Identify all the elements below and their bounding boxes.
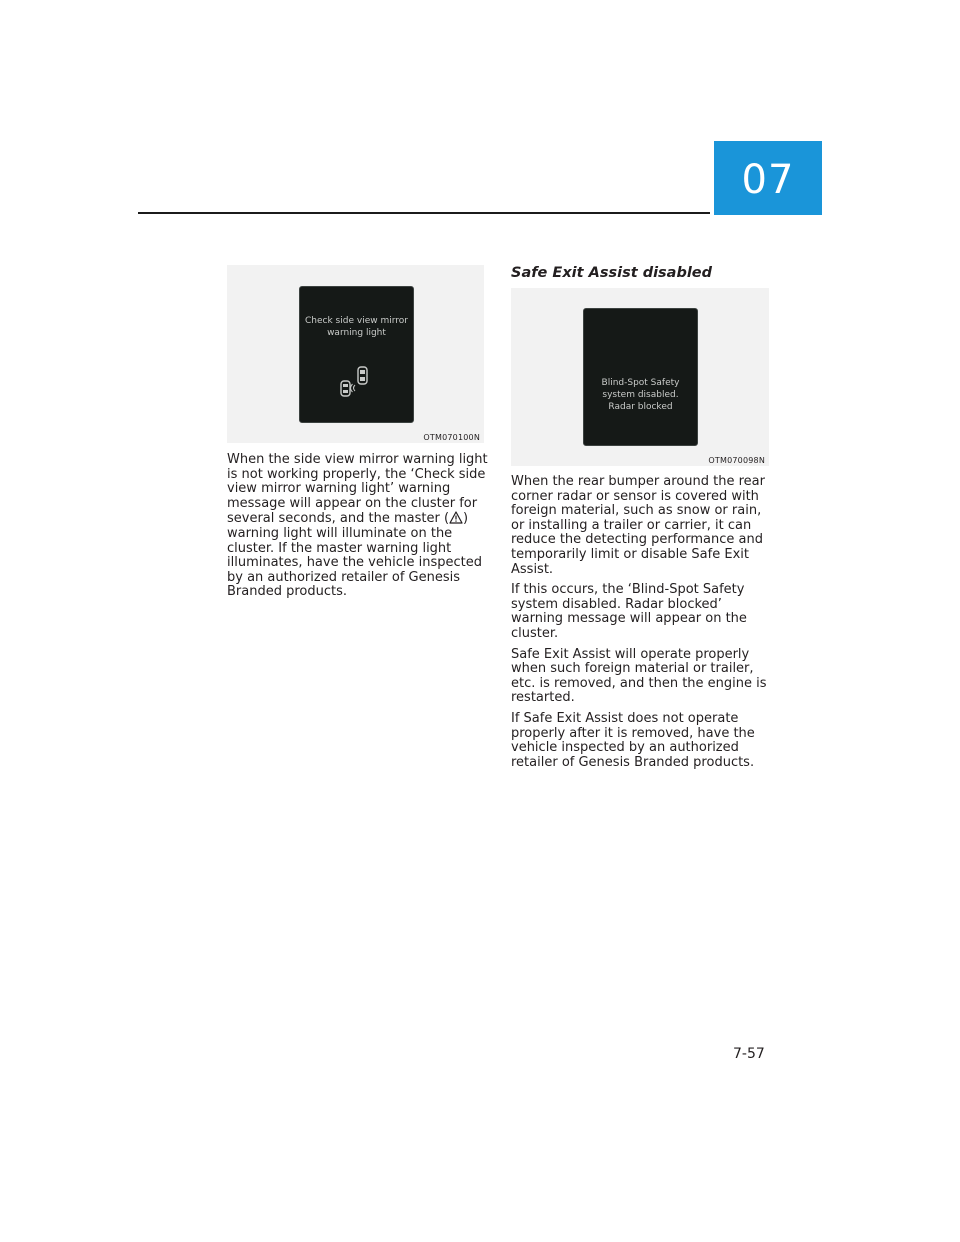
figure-side-mirror-warning <box>227 265 484 443</box>
section-heading: Safe Exit Assist disabled <box>511 265 713 281</box>
master-warning-triangle-icon <box>449 511 463 524</box>
figure-radar-blocked <box>511 288 769 466</box>
figure-code: OTM070100N <box>423 433 480 442</box>
paragraph: If this occurs, the ‘Blind-Spot Safety system disabled. Radar blocked’ warning message will appear on the cluster. <box>511 582 747 641</box>
cluster-message: Check side view mirror warning light <box>305 316 408 338</box>
paragraph-part: ) warning light will illuminate on the cluster. If the master warning light illuminates, have the vehicle inspected by an authorized retailer of Genesis Branded products. <box>227 511 482 600</box>
chapter-tab <box>714 141 822 215</box>
right-column-text <box>511 475 773 776</box>
paragraph: If Safe Exit Assist does not operate properly after it is removed, have the vehicle inspected by an authorized retailer of Genesis Branded products. <box>511 710 755 770</box>
side-mirror-warning-icon <box>338 365 378 401</box>
cluster-screen <box>583 308 698 446</box>
chapter-number: 07 <box>741 157 795 203</box>
paragraph: Safe Exit Assist will operate properly when such foreign material or trailer, etc. is removed, and then the engine is restarted. <box>511 646 767 706</box>
paragraph <box>227 453 489 600</box>
cluster-message: Blind-Spot Safety system disabled. Radar blocked <box>601 378 680 412</box>
cluster-screen <box>299 286 414 423</box>
paragraph-part: When the side view mirror warning light is not working properly, the ‘Check side view mirror warning light’ warning message will appear on the cluster for several seconds, and the master ( <box>227 452 488 527</box>
paragraph: When the rear bumper around the rear corner radar or sensor is covered with foreign material, such as snow or rain, or installing a trailer or carrier, it can reduce the detecting performance and temporarily limit or disable Safe Exit Assist. <box>511 474 765 577</box>
page-number: 7-57 <box>733 1046 765 1062</box>
left-column-text <box>227 453 489 606</box>
header-rule <box>138 212 710 214</box>
figure-code: OTM070098N <box>708 456 765 465</box>
